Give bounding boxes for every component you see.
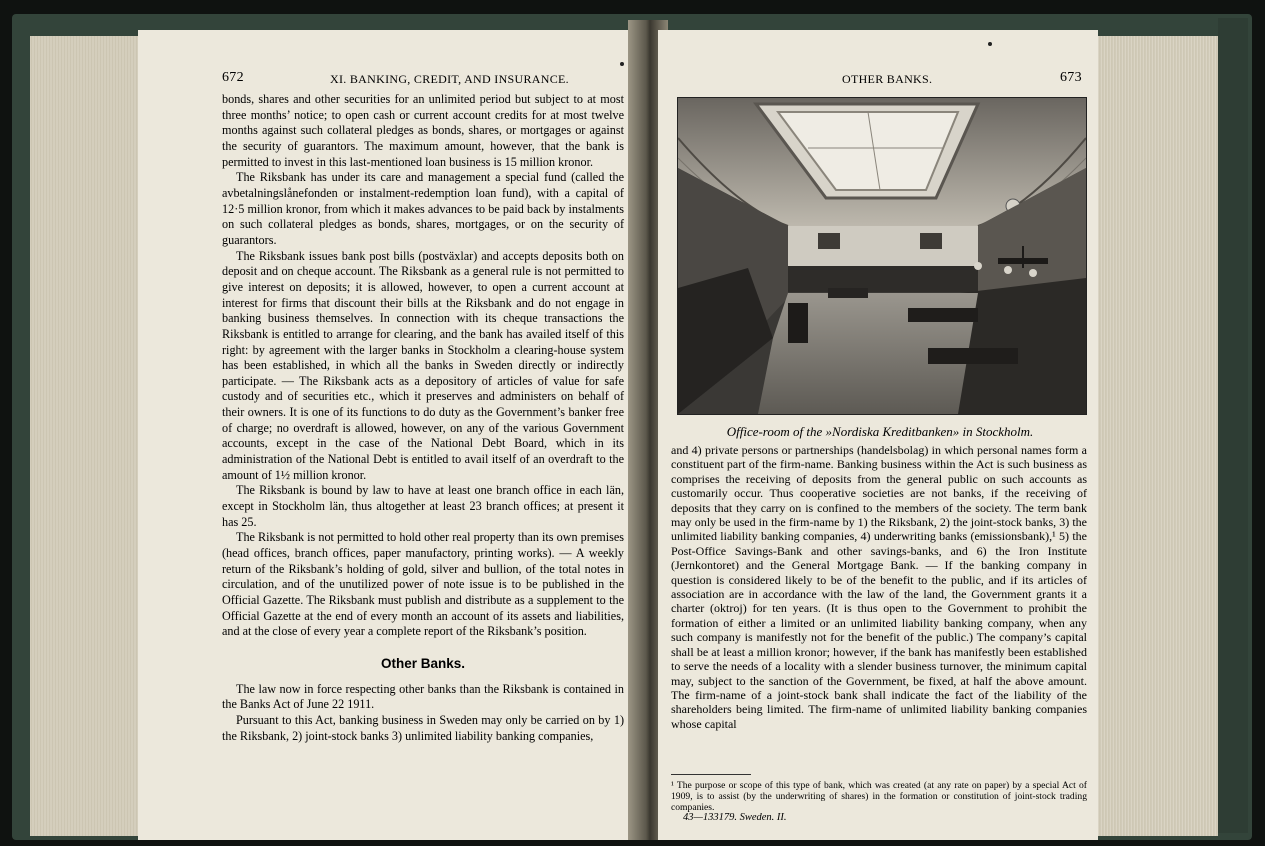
left-running-head: XI. BANKING, CREDIT, AND INSURANCE. <box>330 72 569 86</box>
paragraph: The Riksbank has under its care and management a special fund (called the avbetalningslånefonden or instalment-redemption loan fund), with a capital of 12·5 million kronor, from which it makes advances to be paid back by instalments on such collateral pledges as bonds, shares, mortgages, or on the security of guarantors. <box>222 170 624 247</box>
ink-dot <box>620 62 624 66</box>
photo-caption: Office-room of the »Nordiska Kreditbanken» in Stockholm. <box>726 424 1034 439</box>
footnote: ¹ The purpose or scope of this type of bank, which was created (at any rate on paper) by a special Act of 1909, is to assist (by the underwriting of shares) in the formation or constitution of joint-stock trading companies. <box>671 780 1087 813</box>
paragraph: The Riksbank is bound by law to have at least one branch office in each län, except in Stockholm län, thus altogether at least 23 branch offices; at present it has 25. <box>222 483 624 529</box>
footnote-rule <box>671 774 751 775</box>
left-page-edges <box>30 36 140 836</box>
paragraph: The Riksbank is not permitted to hold other real property than its own premises (head offices, branch offices, paper manufactory, printing works). — A weekly return of the Riksbank’s holding of gold, silver and bullion, of the total notes in circulation, and of the unutilized power of note issue is to be published in the Official Gazette. The Riksbank must publish and distribute as a supplement to the Official Gazette at the end of every month an account of its assets and liabilities, and at the close of every year a complete report of the Riksbank’s position. <box>222 530 624 639</box>
section-title: Other Banks. <box>380 655 466 671</box>
printer-signature: 43—133179. Sweden. II. <box>683 812 787 823</box>
left-page-text <box>222 92 624 744</box>
ink-dot <box>988 42 992 46</box>
right-running-head: OTHER BANKS. <box>842 72 933 86</box>
paragraph: The Riksbank issues bank post bills (postväxlar) and accepts deposits both on deposit and on cheque account. The Riksbank as a general rule is not permitted to give interest on deposits; it is allowed, however, to open a current account at interest for firms that discount their bills at the Riksbank and do not engage in banking business themselves. In connection with its cheque transactions the Riksbank is entitled to arrange for clearing, and the bank has availed itself of this right: by agreement with the larger banks in Stockholm a clearing-house system has been established, in which all the banks in Sweden directly or indirectly participate. — The Riksbank acts as a depository of articles of value for safe custody and of securities etc., which it preserves and administers on behalf of their owners. It is one of its functions to do duty as the Government’s banker free of charge; no overdraft is allowed, however, on any of the various Government accounts, except in the case of the National Debt Board, which in its administration of the National Debt is entitled to avail itself of an overdraft to the amount of 1½ million kronor. <box>222 248 624 482</box>
paragraph: The law now in force respecting other banks than the Riksbank is contained in the Banks Act of June 22 1911. <box>222 681 624 712</box>
right-page-text <box>671 443 1087 731</box>
paragraph: bonds, shares and other securities for an unlimited period but subject to at most three months’ notice; to open cash or current account credits for at most twelve months against such collateral pledges as bonds, shares, or mortgages or against the security of guarantors. The maximum amount, however, that the bank is permitted to invest in this last-mentioned loan business is 15 million kronor. <box>222 92 624 169</box>
right-binding <box>1218 18 1248 833</box>
right-page-number: 673 <box>1060 70 1082 85</box>
right-page-edges <box>1098 36 1218 836</box>
paragraph: and 4) private persons or partnerships (handelsbolag) in which personal names form a constituent part of the firm-name. Banking business within the Act is such business as comprises the receiving of deposits from the general public on such accounts as customarily occur. Thus cooperative societies are not banks, if the receiving of deposits that they carry on is confined to the members of the society. The term bank may only be used in the firm-name by 1) the Riksbank, 2) the joint-stock banks, 3) the unlimited liability banking companies, 4) underwriting banks (emissionsbank),¹ 5) the Post-Office Savings-Bank and other savings-banks, and 6) the Iron Institute (Jernkontoret) and the General Mortgage Bank. — If the banking company in question is considered likely to be of the benefit to the public, and if its articles of association are in accordance with the law of the land, the Government grants it a charter (oktroj) for ten years. (It is thus open to the Government to prohibit the formation of either a limited or an unlimited liability banking company, when any such company is manifestly not for the benefit of the public.) The company’s capital shall be at least a million kronor; however, if the bank has manifestly been established to serve the needs of a locality with a slender business turnover, the minimum capital may, subject to the sanction of the Government, be fixed, at half the above amount. The firm-name of a joint-stock bank shall indicate the fact of the liability of the shareholders being limited. The firm-name of unlimited liability banking companies whose capital <box>671 443 1087 731</box>
bank-hall-illustration <box>678 98 1086 414</box>
left-page-number: 672 <box>222 70 244 85</box>
paragraph: Pursuant to this Act, banking business in Sweden may only be carried on by 1) the Riksbank, 2) joint-stock banks 3) unlimited liability banking companies, <box>222 712 624 743</box>
office-room-photo <box>677 97 1087 415</box>
